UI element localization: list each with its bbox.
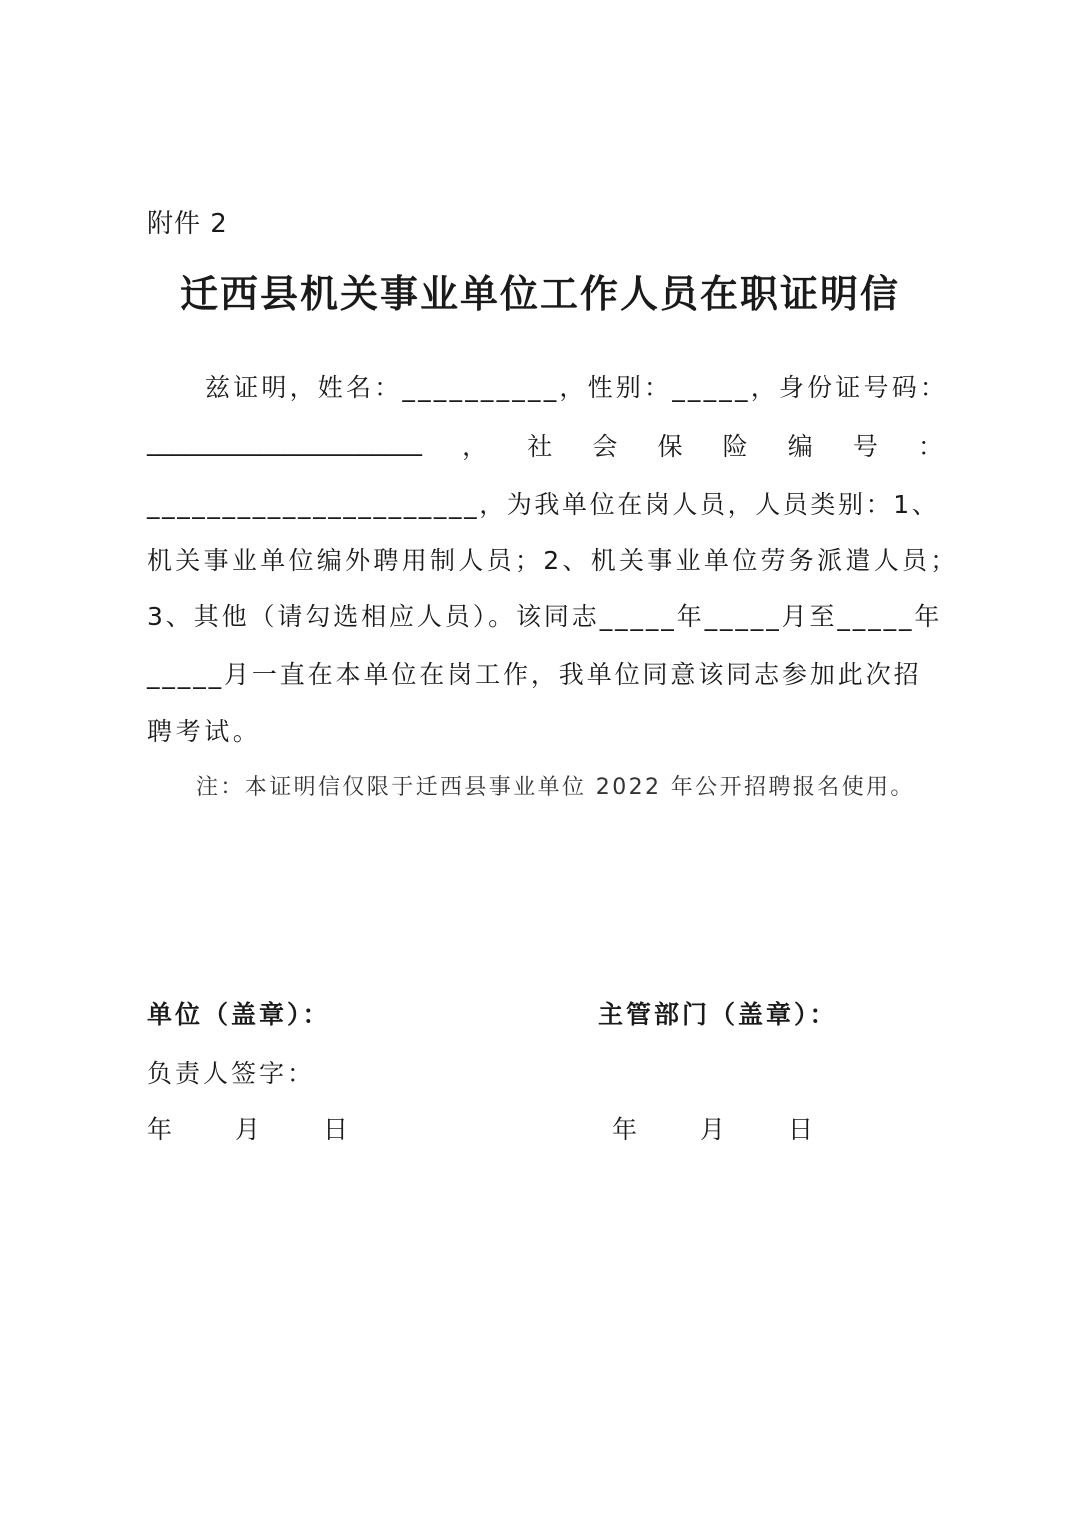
unit-seal-label: 单位（盖章）： [147, 1000, 331, 1029]
body-line-4: 机关事业单位编外聘用制人员；2、机关事业单位劳务派遣人员； [147, 546, 959, 575]
dept-date [612, 1110, 816, 1146]
day-label: 日 [788, 1115, 817, 1144]
dept-seal-label: 主管部门（盖章）： [598, 1000, 838, 1029]
char-bao: 保 [657, 432, 683, 461]
body-line-1: 兹证明，姓名：__________，性别：_____，身份证号码： [205, 373, 949, 402]
char-hao: 号 [852, 432, 878, 461]
body-line-6: _____月一直在本单位在岗工作，我单位同意该同志参加此次招 [147, 660, 922, 689]
body-line-7: 聘考试。 [147, 717, 262, 746]
body-line-3: ______________________，为我单位在岗人员，人员类别：1、 [147, 490, 940, 519]
day-label: 日 [323, 1115, 352, 1144]
attachment-label: 附件 2 [147, 209, 228, 239]
body-line-5: 3、其他（请勾选相应人员）。该同志_____年_____月至_____年 [147, 602, 943, 631]
month-label: 月 [235, 1115, 264, 1144]
colon: ： [917, 432, 943, 461]
year-label: 年 [147, 1115, 176, 1144]
comma: ， [462, 432, 488, 461]
month-label: 月 [700, 1115, 729, 1144]
social-security-blank: ______________________ [147, 427, 422, 456]
year-label: 年 [612, 1115, 641, 1144]
unit-date [147, 1110, 351, 1146]
page-title: 迁西县机关事业单位工作人员在职证明信 [179, 271, 900, 316]
responsible-signature-label: 负责人签字： [147, 1059, 316, 1088]
char-bian: 编 [787, 432, 813, 461]
char-hui: 会 [592, 432, 618, 461]
body-line-2 [147, 427, 943, 463]
char-xian: 险 [722, 432, 748, 461]
footnote: 注：本证明信仅限于迁西县事业单位 2022 年公开招聘报名使用。 [196, 775, 915, 800]
char-she: 社 [527, 432, 553, 461]
